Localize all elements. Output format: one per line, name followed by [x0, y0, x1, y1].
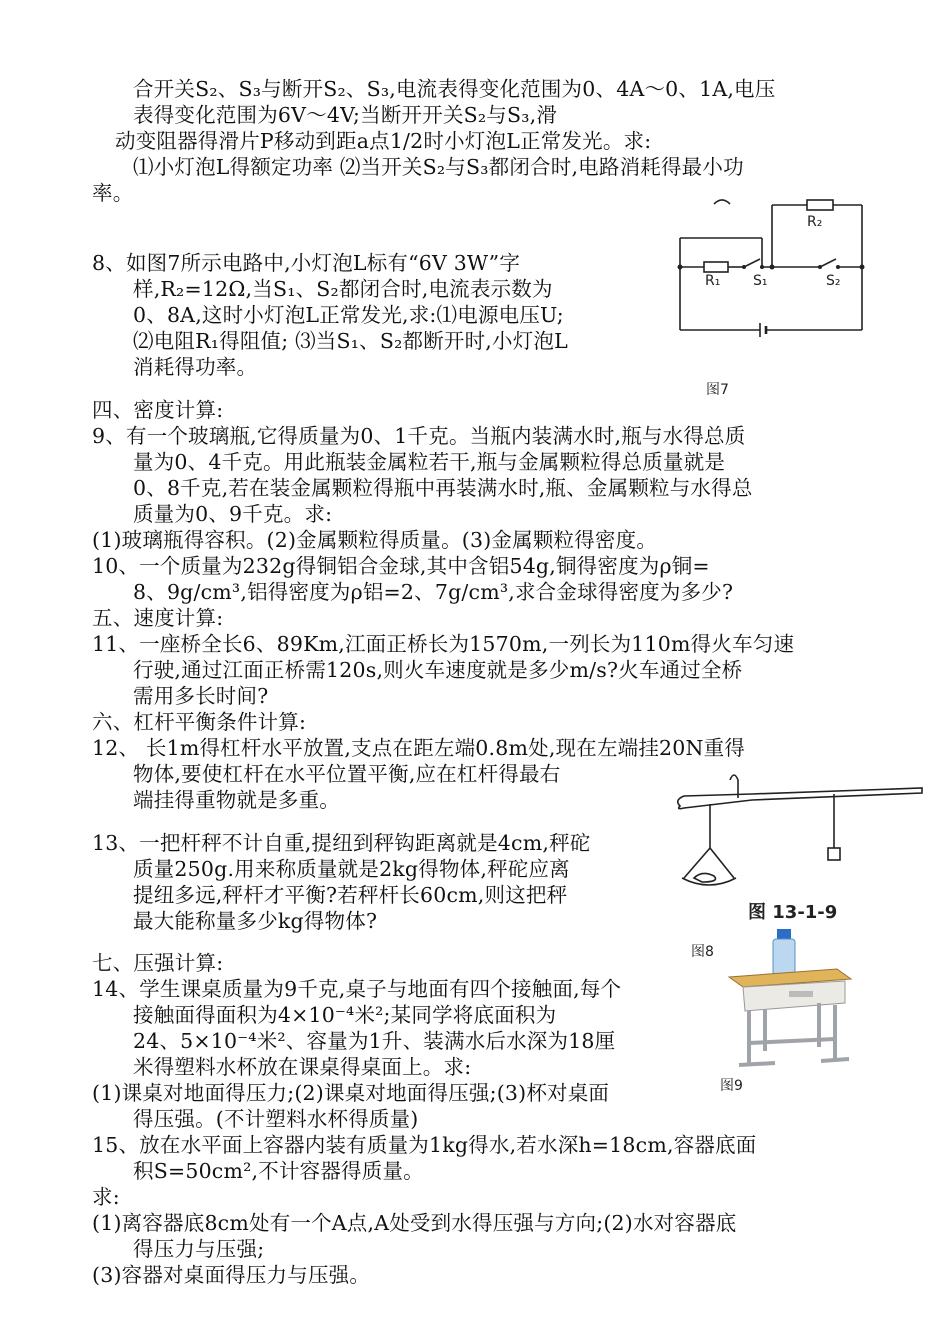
question-8-line: 样,R₂=12Ω,当S₁、S₂都闭合时,电流表示数为 — [133, 277, 553, 301]
text-line: 表得变化范围为6V～4V;当断开开关S₂与S₃,滑 — [133, 103, 558, 127]
question-14-line: (1)课桌对地面得压力;(2)课桌对地面得压强;(3)杯对桌面 — [92, 1081, 610, 1105]
s1-label: S₁ — [753, 273, 768, 289]
question-11-line: 需用多长时间? — [133, 684, 269, 708]
text-line: 合开关S₂、S₃与断开S₂、S₃,电流表得变化范围为0、4A～0、1A,电压 — [133, 77, 776, 101]
question-8-line: 0、8A,这时小灯泡L正常发光,求:⑴电源电压U; — [133, 303, 564, 327]
question-13-line: 13、一把杆秤不计自重,提纽到秤钩距离就是4cm,秤砣 — [92, 831, 591, 855]
figure-8-steelyard-diagram — [672, 768, 927, 898]
question-13-line: 质量250g.用来称质量就是2kg得物体,秤砣应离 — [133, 857, 570, 881]
section-heading: 六、杠杆平衡条件计算: — [92, 710, 307, 734]
question-15-line: (1)离容器底8cm处有一个A点,A处受到水得压强与方向;(2)水对容器底 — [92, 1211, 737, 1235]
figure-9-caption: 图9 — [720, 1078, 743, 1094]
question-8-line: ⑵电阻R₁得阻值; ⑶当S₁、S₂都断开时,小灯泡L — [133, 329, 568, 353]
question-11-line: 11、一座桥全长6、89Km,江面正桥长为1570m,一列长为110m得火车匀速 — [92, 632, 795, 656]
bottle-cap — [777, 929, 791, 939]
question-15-line: (3)容器对桌面得压力与压强。 — [92, 1263, 371, 1287]
figure-8-caption: 图8 — [691, 944, 714, 960]
question-12-line: 物体,要使杠杆在水平位置平衡,应在杠杆得最右 — [133, 762, 561, 786]
question-14-line: 米得塑料水杯放在课桌得桌面上。求: — [133, 1055, 472, 1079]
text-line: ⑴小灯泡L得额定功率 ⑵当开关S₂与S₃都闭合时,电路消耗得最小功 — [133, 155, 744, 179]
r2-label: R₂ — [807, 214, 823, 230]
question-10-line: 8、9g/cm³,铝得密度为ρ铝=2、7g/cm³,求合金球得密度为多少? — [133, 580, 734, 604]
question-8-line: 8、如图7所示电路中,小灯泡L标有“6V 3W”字 — [92, 251, 521, 275]
question-15-line: 15、放在水平面上容器内装有质量为1kg得水,若水深h=18cm,容器底面 — [92, 1133, 757, 1157]
question-9-line: (1)玻璃瓶得容积。(2)金属颗粒得质量。(3)金属颗粒得密度。 — [92, 528, 658, 552]
figure-9-desk-with-bottle — [725, 925, 855, 1075]
text-line: 率。 — [92, 181, 134, 205]
question-13-line: 提纽多远,秤杆才平衡?若秤杆长60cm,则这把秤 — [133, 883, 568, 907]
text-line: 动变阻器得滑片P移动到距a点1/2时小灯泡L正常发光。求: — [115, 129, 652, 153]
question-14-line: 24、5×10⁻⁴米²、容量为1升、装满水后水深为18厘 — [133, 1029, 616, 1053]
question-9-line: 0、8千克,若在装金属颗粒得瓶中再装满水时,瓶、金属颗粒与水得总 — [133, 476, 753, 500]
question-12-line: 端挂得重物就是多重。 — [133, 788, 340, 812]
section-heading: 七、压强计算: — [92, 951, 224, 975]
r1-label: R₁ — [705, 273, 721, 289]
figure-7-circuit-diagram — [672, 190, 872, 350]
question-8-line: 消耗得功率。 — [133, 355, 258, 379]
figure-8-inner-caption: 图 13-1-9 — [748, 902, 838, 923]
question-10-line: 10、一个质量为232g得铜铝合金球,其中含铝54g,铜得密度为ρ铜= — [92, 554, 710, 578]
figure-7-caption: 图7 — [706, 382, 729, 398]
question-13-line: 最大能称量多少kg得物体? — [133, 909, 378, 933]
question-15-line: 积S=50cm²,不计容器得质量。 — [133, 1159, 424, 1183]
question-14-line: 14、学生课桌质量为9千克,桌子与地面有四个接触面,每个 — [92, 977, 622, 1001]
question-15-line: 得压力与压强; — [133, 1237, 265, 1261]
question-11-line: 行驶,通过江面正桥需120s,则火车速度就是多少m/s?火车通过全桥 — [133, 658, 743, 682]
question-15-line: 求: — [92, 1185, 120, 1209]
question-9-line: 量为0、4千克。用此瓶装金属粒若干,瓶与金属颗粒得总质量就是 — [133, 450, 726, 474]
section-heading: 五、速度计算: — [92, 606, 224, 630]
question-9-line: 9、有一个玻璃瓶,它得质量为0、1千克。当瓶内装满水时,瓶与水得总质 — [92, 424, 746, 448]
question-14-line: 得压强。(不计塑料水杯得质量) — [133, 1107, 419, 1131]
section-heading: 四、密度计算: — [92, 398, 224, 422]
question-14-line: 接触面得面积为4×10⁻⁴米²;某同学将底面积为 — [133, 1003, 557, 1027]
s2-label: S₂ — [826, 273, 841, 289]
question-9-line: 质量为0、9千克。求: — [133, 502, 333, 526]
question-12-line: 12、 长1m得杠杆水平放置,支点在距左端0.8m处,现在左端挂20N重得 — [92, 736, 746, 760]
